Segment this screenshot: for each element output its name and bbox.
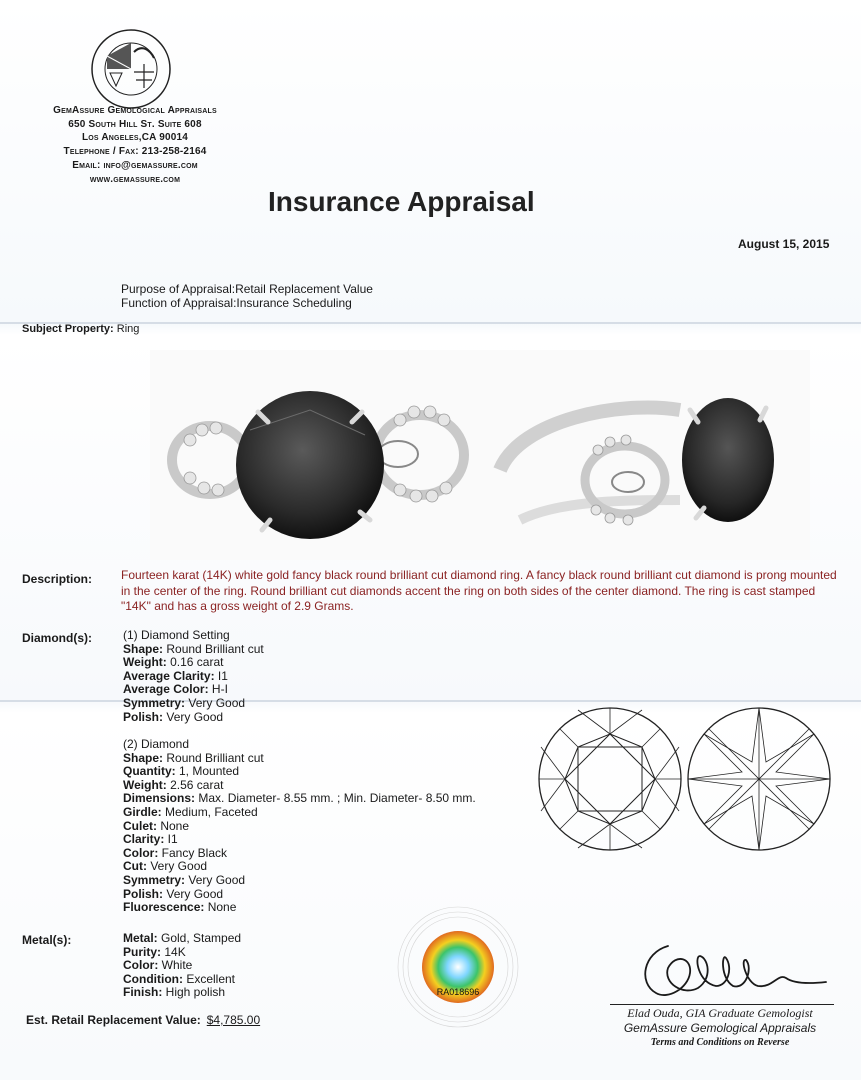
metals-label: Metal(s): [22, 933, 72, 947]
spec-row: Color: White [123, 958, 193, 973]
subject-property-label: Subject Property: [22, 323, 114, 335]
company-name: GemAssure Gemological Appraisals [53, 105, 217, 116]
diamond-crown-diagram-icon [537, 706, 683, 852]
purpose-of-appraisal: Purpose of Appraisal:Retail Replacement Value [121, 282, 373, 296]
ring-photo-front [150, 350, 480, 560]
hologram-code: RA018696 [436, 987, 480, 997]
company-street: 650 South Hill St. Suite 608 [68, 118, 202, 130]
spec-row: Clarity: I1 [123, 832, 178, 847]
diamonds-label: Diamond(s): [22, 631, 92, 645]
description-text: Fourteen karat (14K) white gold fancy black round brilliant cut diamond ring. A fancy black round brilliant cut diamond is prong mounted in the center of the ring. Round brilliant cut diamonds accent the ring on both sides of the center diamond. The ring is cast stamped "14K" and has a gross weight of 2.9 Grams. [121, 568, 837, 613]
handwritten-signature [628, 928, 828, 1008]
company-email: Email: info@gemassure.com [72, 159, 198, 171]
subject-property-value: Ring [113, 323, 140, 335]
company-phone: Telephone / Fax: 213-258-2164 [63, 146, 207, 158]
appraiser-company: GemAssure Gemological Appraisals [623, 1021, 817, 1035]
spec-row: Cut: Very Good [123, 859, 208, 874]
spec-row: Average Color: H-I [123, 682, 228, 697]
spec-row: Color: Fancy Black [123, 845, 228, 860]
company-website: www.gemassure.com [89, 173, 181, 185]
spec-row: Shape: Round Brilliant cut [123, 641, 264, 656]
spec-row: Average Clarity: I1 [123, 668, 228, 683]
terms-note: Terms and Conditions on Reverse [650, 1037, 790, 1048]
center-diamond-heading: (2) Diamond [123, 737, 190, 751]
purpose-block [121, 282, 373, 310]
spec-row: Fluorescence: None [123, 900, 237, 915]
spec-row: Weight: 0.16 carat [123, 655, 224, 670]
spec-row: Shape: Round Brilliant cut [123, 750, 264, 765]
subject-property [22, 323, 139, 335]
spec-row: Symmetry: Very Good [123, 872, 246, 887]
spec-row: Girdle: Medium, Faceted [123, 804, 258, 819]
signature-block [600, 1006, 840, 1048]
spec-row: Finish: High polish [123, 985, 226, 1000]
signature-line [610, 1004, 834, 1005]
function-of-appraisal: Function of Appraisal:Insurance Scheduling [121, 296, 352, 310]
center-diamond-block [123, 738, 476, 915]
diamond-pavilion-diagram-icon [686, 706, 832, 852]
gemassure-logo-icon [90, 28, 172, 110]
est-retail-value [26, 1013, 260, 1027]
appraisal-date: August 15, 2015 [738, 237, 830, 251]
spec-row: Weight: 2.56 carat [123, 777, 224, 792]
description-label: Description: [22, 572, 93, 586]
appraiser-name: Elad Ouda, GIA Graduate Gemologist [627, 1006, 813, 1020]
ring-photo-side [480, 350, 810, 560]
spec-row: Symmetry: Very Good [123, 695, 246, 710]
spec-row: Polish: Very Good [123, 709, 224, 724]
company-address [10, 104, 260, 186]
spec-row: Quantity: 1, Mounted [123, 764, 240, 779]
document-title: Insurance Appraisal [268, 186, 535, 217]
spec-row: Metal: Gold, Stamped [123, 931, 242, 945]
diamond-setting-block [123, 629, 264, 724]
spec-row: Polish: Very Good [123, 886, 224, 901]
metal-block [123, 932, 241, 1000]
spec-row: Condition: Excellent [123, 971, 236, 986]
spec-row: Purity: 14K [123, 944, 186, 959]
est-value-amount: $4,785.00 [206, 1013, 261, 1027]
hologram-seal-icon [383, 905, 533, 1030]
diamond-setting-heading: (1) Diamond Setting [123, 628, 230, 642]
spec-row: Dimensions: Max. Diameter- 8.55 mm. ; Min. Diameter- 8.50 mm. [123, 791, 476, 806]
company-city: Los Angeles,CA 90014 [81, 132, 189, 144]
spec-row: Culet: None [123, 818, 190, 833]
est-value-label: Est. Retail Replacement Value: [26, 1013, 201, 1027]
